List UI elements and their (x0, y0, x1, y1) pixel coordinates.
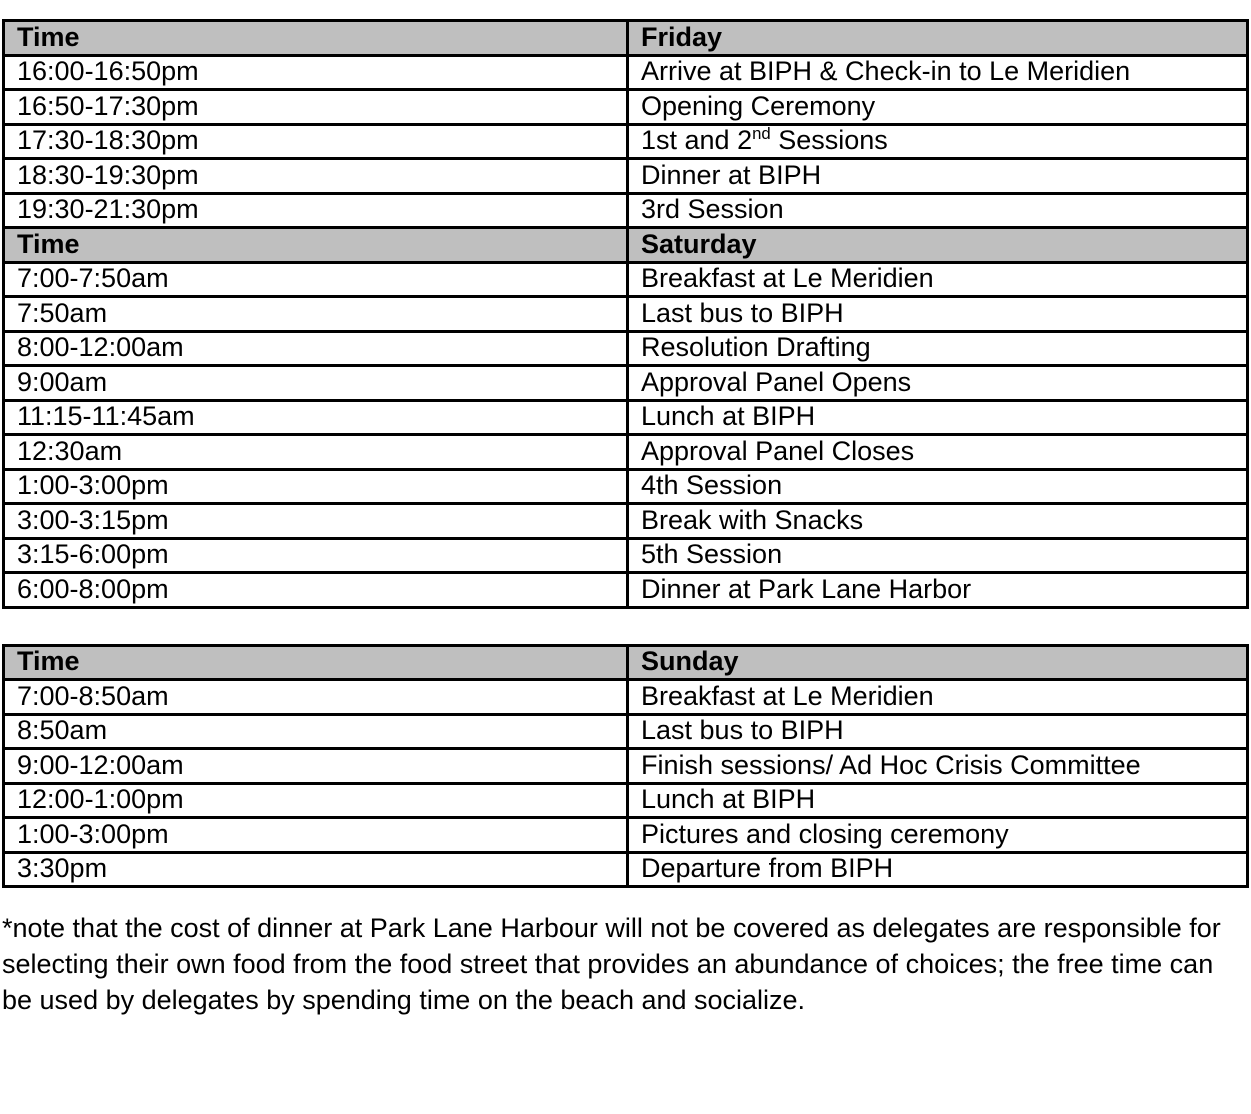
time-cell: 19:30-21:30pm (4, 193, 628, 228)
ordinal-superscript: nd (752, 124, 771, 144)
time-cell: 18:30-19:30pm (4, 159, 628, 194)
footnote-text: *note that the cost of dinner at Park Lane Harbour will not be covered as delegates are responsible for selecting their own food from the food street that provides an abundance of choices; the free time can be used by delegates by spending time on the beach and socialize. (2, 913, 1221, 1015)
event-cell: 1st and 2nd Sessions (628, 124, 1248, 159)
time-column-header: Time (4, 645, 628, 680)
event-cell: Resolution Drafting (628, 331, 1248, 366)
event-cell: Pictures and closing ceremony (628, 818, 1248, 853)
schedule-row (4, 538, 1248, 573)
schedule-row (4, 680, 1248, 715)
schedule-header-row-saturday (4, 228, 1248, 263)
event-cell: Last bus to BIPH (628, 297, 1248, 332)
schedule-row (4, 297, 1248, 332)
time-cell: 6:00-8:00pm (4, 573, 628, 608)
schedule-table-friday-saturday (2, 19, 1249, 609)
event-cell: Dinner at BIPH (628, 159, 1248, 194)
time-cell: 17:30-18:30pm (4, 124, 628, 159)
schedule-row (4, 818, 1248, 853)
event-cell: Lunch at BIPH (628, 400, 1248, 435)
day-column-header: Saturday (628, 228, 1248, 263)
time-column-header: Time (4, 228, 628, 263)
schedule-header-row-sunday (4, 645, 1248, 680)
event-cell: Approval Panel Opens (628, 366, 1248, 401)
time-cell: 1:00-3:00pm (4, 469, 628, 504)
time-cell: 7:00-8:50am (4, 680, 628, 715)
event-cell: 3rd Session (628, 193, 1248, 228)
schedule-row (4, 90, 1248, 125)
event-cell: Dinner at Park Lane Harbor (628, 573, 1248, 608)
schedule-row (4, 504, 1248, 539)
time-cell: 8:50am (4, 714, 628, 749)
time-cell: 9:00-12:00am (4, 749, 628, 784)
schedule-row (4, 262, 1248, 297)
schedule-header-row-friday (4, 21, 1248, 56)
schedule-table-body (4, 645, 1248, 887)
event-cell: Finish sessions/ Ad Hoc Crisis Committee (628, 749, 1248, 784)
time-cell: 11:15-11:45am (4, 400, 628, 435)
event-cell: 4th Session (628, 469, 1248, 504)
event-cell: Approval Panel Closes (628, 435, 1248, 470)
time-cell: 3:15-6:00pm (4, 538, 628, 573)
schedule-row (4, 159, 1248, 194)
schedule-row (4, 55, 1248, 90)
event-cell: 5th Session (628, 538, 1248, 573)
event-cell: Last bus to BIPH (628, 714, 1248, 749)
schedule-row (4, 435, 1248, 470)
day-column-header: Friday (628, 21, 1248, 56)
schedule-row (4, 366, 1248, 401)
schedule-row (4, 124, 1248, 159)
time-cell: 3:00-3:15pm (4, 504, 628, 539)
time-cell: 1:00-3:00pm (4, 818, 628, 853)
schedule-table-sunday (2, 644, 1249, 889)
schedule-row (4, 852, 1248, 887)
schedule-row (4, 783, 1248, 818)
event-cell: Departure from BIPH (628, 852, 1248, 887)
time-cell: 12:30am (4, 435, 628, 470)
event-cell: Breakfast at Le Meridien (628, 680, 1248, 715)
event-cell: Lunch at BIPH (628, 783, 1248, 818)
time-cell: 9:00am (4, 366, 628, 401)
time-cell: 12:00-1:00pm (4, 783, 628, 818)
event-cell: Arrive at BIPH & Check-in to Le Meridien (628, 55, 1248, 90)
time-cell: 7:50am (4, 297, 628, 332)
schedule-row (4, 400, 1248, 435)
time-cell: 16:50-17:30pm (4, 90, 628, 125)
time-cell: 8:00-12:00am (4, 331, 628, 366)
day-column-header: Sunday (628, 645, 1248, 680)
schedule-row (4, 573, 1248, 608)
event-cell: Opening Ceremony (628, 90, 1248, 125)
time-cell: 16:00-16:50pm (4, 55, 628, 90)
event-cell: Breakfast at Le Meridien (628, 262, 1248, 297)
time-cell: 7:00-7:50am (4, 262, 628, 297)
schedule-row (4, 469, 1248, 504)
schedule-row (4, 714, 1248, 749)
schedule-table-body (4, 21, 1248, 608)
schedule-row (4, 193, 1248, 228)
time-column-header: Time (4, 21, 628, 56)
schedule-row (4, 749, 1248, 784)
time-cell: 3:30pm (4, 852, 628, 887)
schedule-row (4, 331, 1248, 366)
event-cell: Break with Snacks (628, 504, 1248, 539)
